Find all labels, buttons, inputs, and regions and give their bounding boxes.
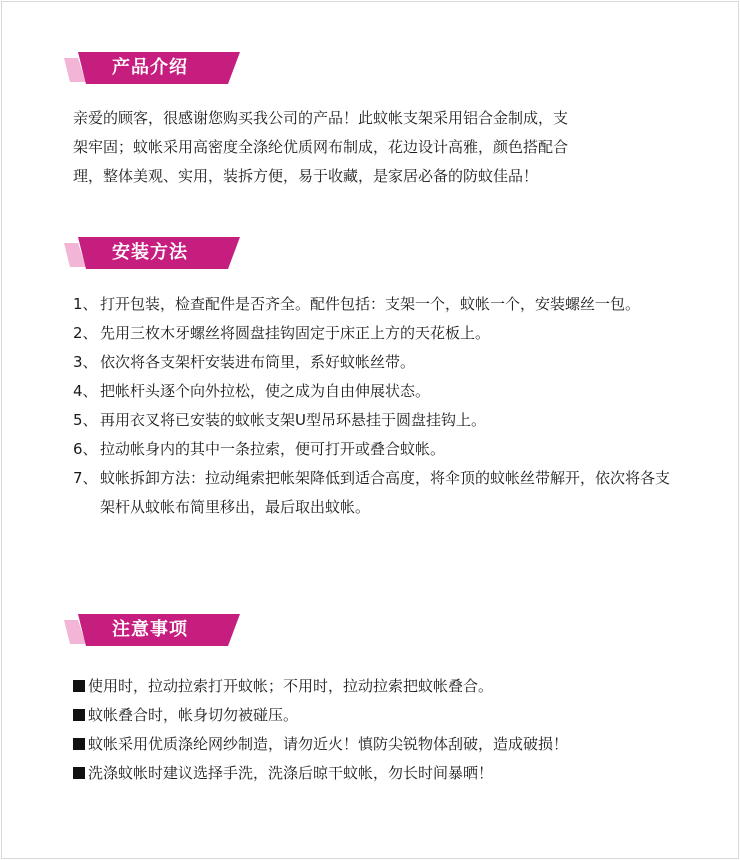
list-item xyxy=(73,464,673,522)
section-heading-intro xyxy=(64,52,240,84)
intro-line: 架牢固；蚊帐采用高密度全涤纶优质网布制成，花边设计高雅，颜色搭配合 xyxy=(73,138,569,156)
step-number: 3、 xyxy=(73,353,98,371)
step-text: 拉动帐身内的其中一条拉索，便可打开或叠合蚊帐。 xyxy=(100,440,446,458)
notes-list xyxy=(73,672,693,788)
step-number: 4、 xyxy=(73,382,98,400)
list-item xyxy=(73,759,693,788)
step-number: 1、 xyxy=(73,295,98,313)
list-item xyxy=(73,319,673,348)
list-item xyxy=(73,406,673,435)
step-number: 2、 xyxy=(73,324,98,342)
note-text: 蚊帐叠合时，帐身切勿被碰压。 xyxy=(88,706,299,724)
list-item xyxy=(73,348,673,377)
step-text: 把帐杆头逐个向外拉松，使之成为自由伸展状态。 xyxy=(100,382,431,400)
list-item xyxy=(73,701,693,730)
square-bullet-icon xyxy=(73,680,85,692)
square-bullet-icon xyxy=(73,709,85,721)
section-heading-notes xyxy=(64,614,240,646)
list-item xyxy=(73,672,693,701)
list-item xyxy=(73,290,673,319)
list-item xyxy=(73,377,673,406)
square-bullet-icon xyxy=(73,767,85,779)
step-text: 再用衣叉将已安装的蚊帐支架U型吊环悬挂于圆盘挂钩上。 xyxy=(100,411,486,429)
section-title: 安装方法 xyxy=(112,242,188,263)
intro-line: 亲爱的顾客，很感谢您购买我公司的产品！此蚊帐支架采用铝合金制成，支 xyxy=(73,109,569,127)
square-bullet-icon xyxy=(73,738,85,750)
step-number: 5、 xyxy=(73,411,98,429)
step-text: 先用三枚木牙螺丝将圆盘挂钩固定于床正上方的天花板上。 xyxy=(100,324,491,342)
step-text: 依次将各支架杆安装进布筒里，系好蚊帐丝带。 xyxy=(100,353,416,371)
list-item xyxy=(73,730,693,759)
step-text: 蚊帐拆卸方法：拉动绳索把帐架降低到适合高度，将伞顶的蚊帐丝带解开，依次将各支架杆从蚊帐布简里移出，最后取出蚊帐。 xyxy=(100,469,671,516)
note-text: 使用时，拉动拉索打开蚊帐；不用时，拉动拉索把蚊帐叠合。 xyxy=(88,677,494,695)
note-text: 洗涤蚊帐时建议选择手洗，洗涤后晾干蚊帐，勿长时间暴晒！ xyxy=(88,764,494,782)
step-text: 打开包装，检查配件是否齐全。配件包括：支架一个，蚊帐一个，安装螺丝一包。 xyxy=(100,295,641,313)
section-heading-install xyxy=(64,237,240,269)
step-number: 6、 xyxy=(73,440,98,458)
section-title: 注意事项 xyxy=(112,619,188,640)
install-steps xyxy=(73,290,673,522)
note-text: 蚊帐采用优质涤纶网纱制造，请勿近火！慎防尖锐物体刮破，造成破损！ xyxy=(88,735,569,753)
step-number: 7、 xyxy=(73,469,98,487)
list-item xyxy=(73,435,673,464)
intro-line: 理，整体美观、实用，装拆方便，易于收藏，是家居必备的防蚊佳品！ xyxy=(73,167,539,185)
intro-paragraph xyxy=(73,104,673,191)
section-title: 产品介绍 xyxy=(112,57,188,78)
